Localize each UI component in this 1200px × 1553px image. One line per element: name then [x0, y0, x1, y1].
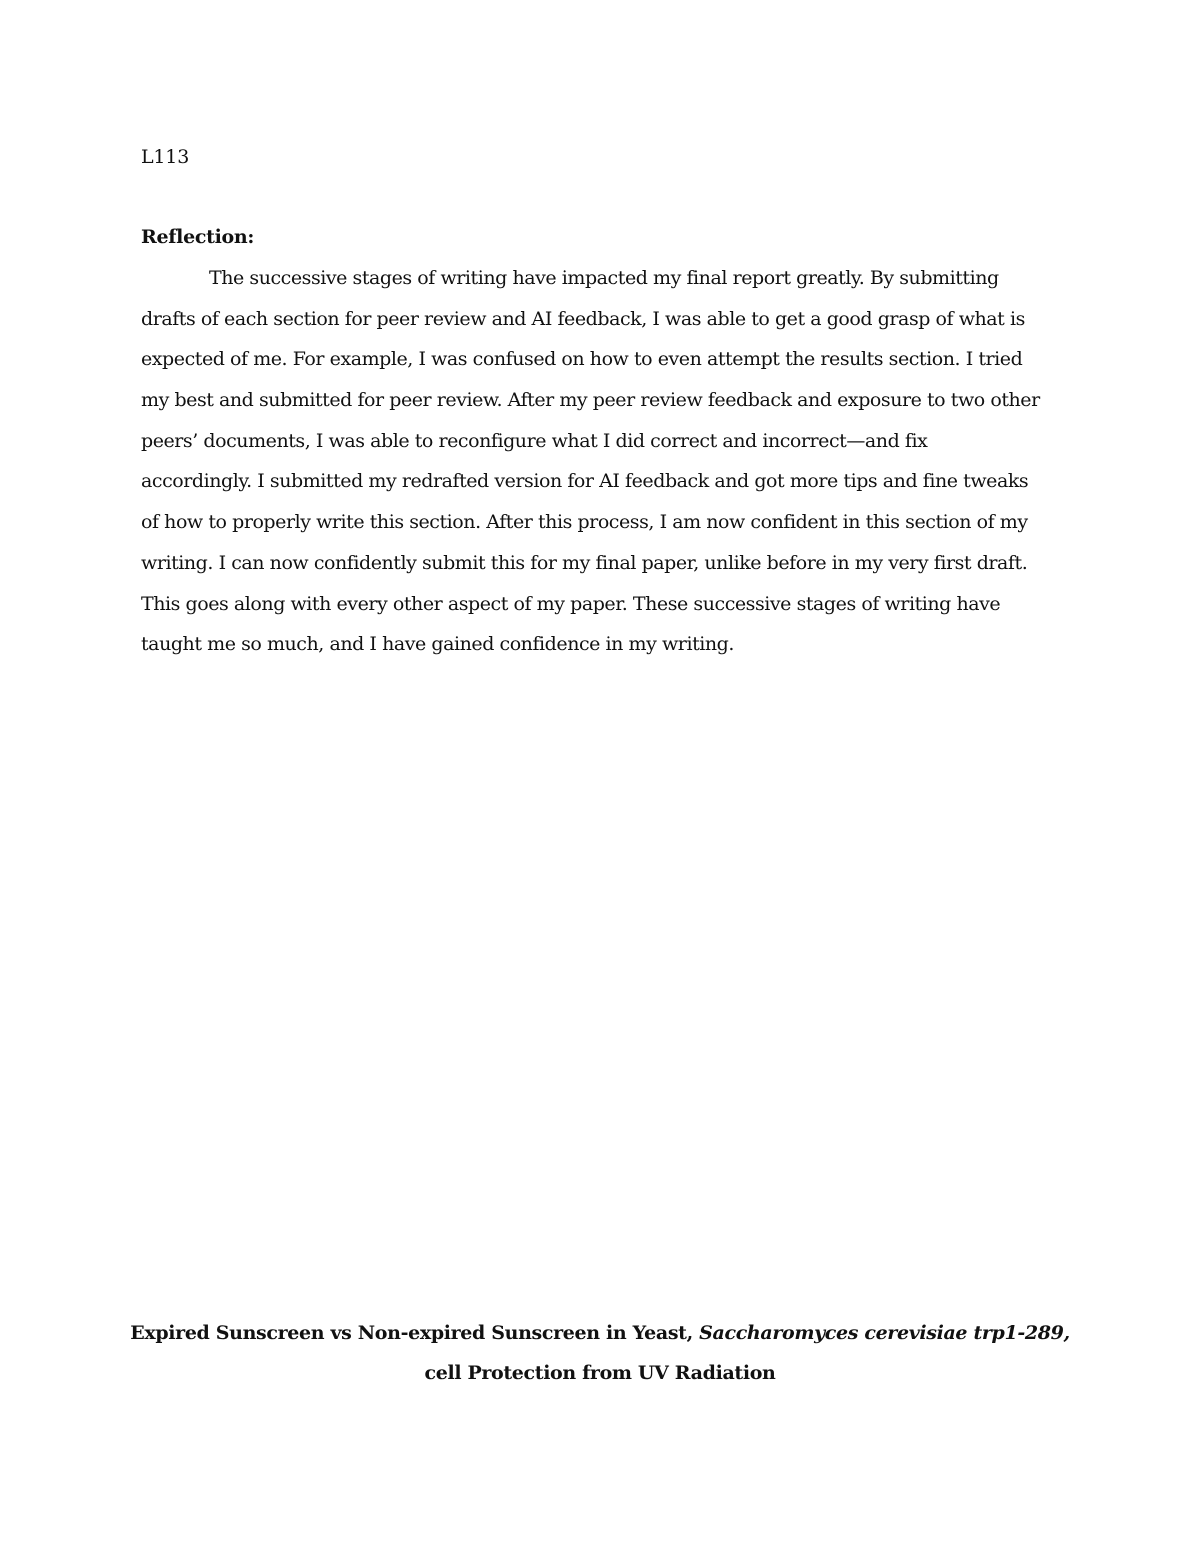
paragraph-line: of how to properly write this section. After this process, I am now confident in this section of my — [141, 511, 1028, 534]
reflection-paragraph — [141, 264, 1081, 671]
paper-title-prefix: Expired Sunscreen vs Non-expired Sunscreen in Yeast, — [130, 1322, 700, 1344]
paragraph-line: The successive stages of writing have impacted my final report greatly. By submitting — [209, 267, 999, 289]
paragraph-line: accordingly. I submitted my redrafted version for AI feedback and got more tips and fine tweaks — [141, 470, 1029, 493]
course-label: L113 — [141, 146, 190, 168]
paper-title — [100, 1318, 1100, 1398]
paragraph-line: writing. I can now confidently submit this for my final paper, unlike before in my very first draft. — [141, 551, 1028, 574]
species-name: Saccharomyces cerevisiae trp1-289, — [699, 1322, 1070, 1344]
paragraph-line: drafts of each section for peer review and AI feedback, I was able to get a good grasp of what is — [141, 307, 1025, 330]
reflection-heading: Reflection: — [141, 226, 255, 248]
paper-title-line-2: cell Protection from UV Radiation — [424, 1362, 776, 1384]
paper-title-line-1 — [100, 1318, 1100, 1358]
paragraph-line: This goes along with every other aspect of my paper. These successive stages of writing have — [141, 592, 1001, 615]
paragraph-line: expected of me. For example, I was confused on how to even attempt the results section. I tried — [141, 348, 1023, 371]
paragraph-line: taught me so much, and I have gained confidence in my writing. — [141, 633, 734, 656]
paragraph-line: my best and submitted for peer review. After my peer review feedback and exposure to two other — [141, 389, 1040, 412]
paragraph-line: peers’ documents, I was able to reconfigure what I did correct and incorrect—and fix — [141, 429, 928, 452]
